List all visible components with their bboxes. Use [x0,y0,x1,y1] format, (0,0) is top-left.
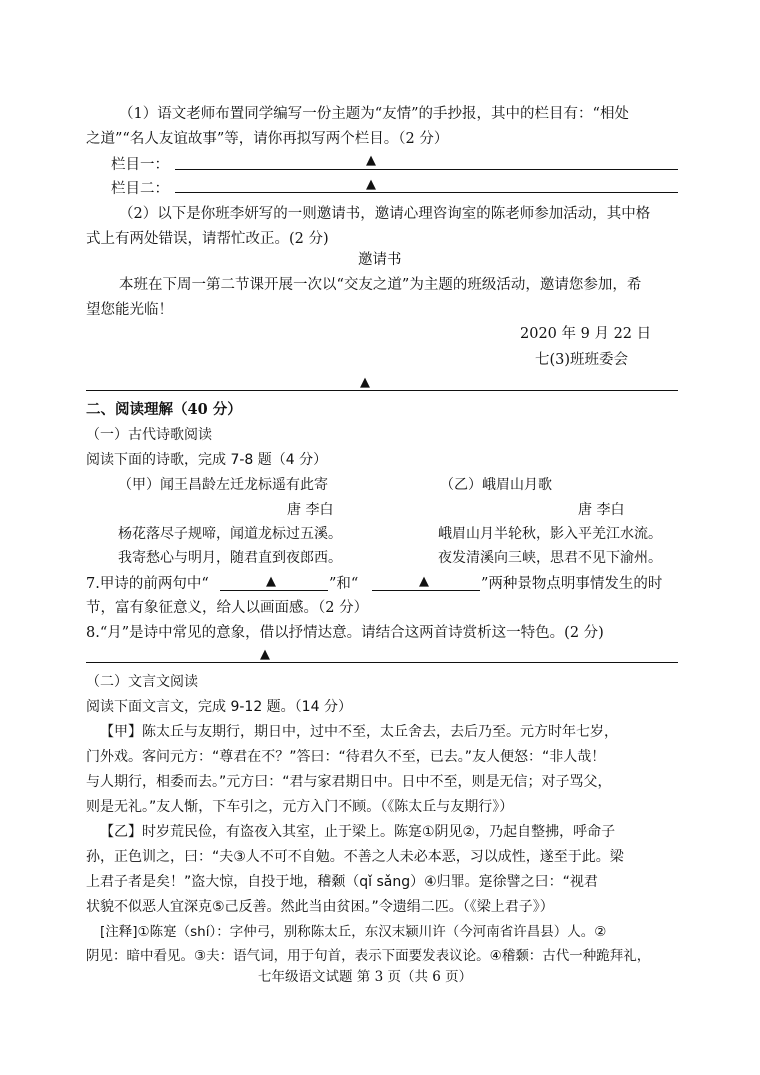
passage-a-line4: 则是无礼。”友人惭，下车引之，元方入门不顾。（《陈太丘与友期行》） [86,799,514,815]
subsection-heading-classical: （二）文言文阅读 [86,674,198,690]
notes-line2: 阴见：暗中看见。③夫：语气词，用于句首，表示下面要发表议论。④稽颡：古代一种跪拜礼， [86,948,651,964]
poem-a-title: （甲）闻王昌龄左迁龙标遥有此寄 [118,477,328,493]
q2-text-line2: 式上有两处错误，请帮忙改正。(2 分) [86,231,329,247]
passage-a-line3: 与人期行，相委而去。”元方曰：“君与家君期日中。日中不至，则是无信；对子骂父， [86,774,612,790]
subsection-heading-poetry: （一）古代诗歌阅读 [86,427,212,443]
column-one-answer-line[interactable] [175,169,678,170]
answer-marker-icon: ▲ [366,177,376,192]
poem-a-author: 唐 李白 [287,502,334,518]
column-two-answer-line[interactable] [175,192,678,193]
passage-b-line4: 状貌不似恶人宜深克⑤己反善。然此当由贫困。”令遗绢二匹。（《梁上君子》） [86,899,554,915]
passage-a-line2: 门外戏。客问元方：“尊君在不？”答曰：“待君久不至，已去。”友人便怒：“非人哉！ [86,749,606,765]
q2-answer-line[interactable] [86,390,678,391]
column-one-label: 栏目一： [111,157,169,173]
passage-b-line1: 【乙】时岁荒民俭，有盗夜入其室，止于梁上。陈寔①阴见②，乃起自整拂，呼命子 [100,824,616,840]
answer-marker-icon: ▲ [360,375,370,390]
poem-b-line1: 峨眉山月半轮秋，影入平羌江水流。 [438,526,662,542]
q7-blank-2[interactable] [372,590,480,591]
q2-text-line1: （2）以下是你班李妍写的一则邀请书，邀请心理咨询室的陈老师参加活动，其中格 [119,206,651,222]
passage-a-line1: 【甲】陈太丘与友期行，期日中，过中不至，太丘舍去，去后乃至。元方时年七岁， [100,724,618,740]
q8-text: 8.“月”是诗中常见的意象，借以抒情达意。请结合这两首诗赏析这一特色。(2 分) [86,625,604,641]
q7-blank-1[interactable] [220,590,328,591]
invitation-body-line1: 本班在下周一第二节课开展一次以“交友之道”为主题的班级活动，邀请您参加，希 [119,277,642,293]
invitation-date: 2020 年 9 月 22 日 [520,326,652,342]
answer-marker-icon: ▲ [366,153,376,168]
page-footer: 七年级语文试题 第 3 页（共 6 页） [258,969,473,985]
q1-text-line2: 之道”“名人友谊故事”等，请你再拟写两个栏目。（2 分） [86,131,449,147]
q7-text-b: ”和“ [329,576,359,592]
column-two-label: 栏目二： [111,181,169,197]
invitation-signer: 七(3)班班委会 [535,352,629,368]
q7-text-line2: 节，富有象征意义，给人以画面感。（2 分） [86,600,369,616]
passage-b-line2: 孙，正色训之，曰：“夫③人不可不自勉。不善之人未必本恶，习以成性，遂至于此。梁 [86,849,624,865]
q1-text-line1: （1）语文老师布置同学编写一份主题为“友情”的手抄报，其中的栏目有：“相处 [119,106,629,122]
answer-marker-icon: ▲ [260,647,270,662]
poetry-instructions: 阅读下面的诗歌，完成 7-8 题（4 分） [86,452,328,468]
answer-marker-icon: ▲ [266,574,276,589]
poem-a-line1: 杨花落尽子规啼，闻道龙标过五溪。 [118,526,342,542]
q8-answer-line[interactable] [86,662,678,663]
poem-b-author: 唐 李白 [578,502,625,518]
poem-b-title: （乙）峨眉山月歌 [440,477,552,493]
classical-instructions: 阅读下面文言文，完成 9-12 题。（14 分） [86,699,352,715]
poem-a-line2: 我寄愁心与明月，随君直到夜郎西。 [118,550,342,566]
invitation-title: 邀请书 [358,252,402,268]
q7-text-c: ”两种景物点明事情发生的时 [481,576,663,592]
passage-b-line3: 上君子者是矣！”盗大惊，自投于地，稽颡（qǐ sǎng）④归罪。寔徐譬之曰：“视君 [86,874,598,890]
section-heading: 二、阅读理解（40 分） [86,401,242,418]
answer-marker-icon: ▲ [419,574,429,589]
invitation-body-line2: 望您能光临！ [86,302,173,318]
notes-line1: [注释]①陈寔（shí）：字仲弓，别称陈太丘，东汉末颍川许（今河南省许昌县）人。② [100,924,607,940]
poem-b-line2: 夜发清溪向三峡，思君不见下渝州。 [438,550,662,566]
q7-text-a: 7.甲诗的前两句中“ [86,576,209,592]
